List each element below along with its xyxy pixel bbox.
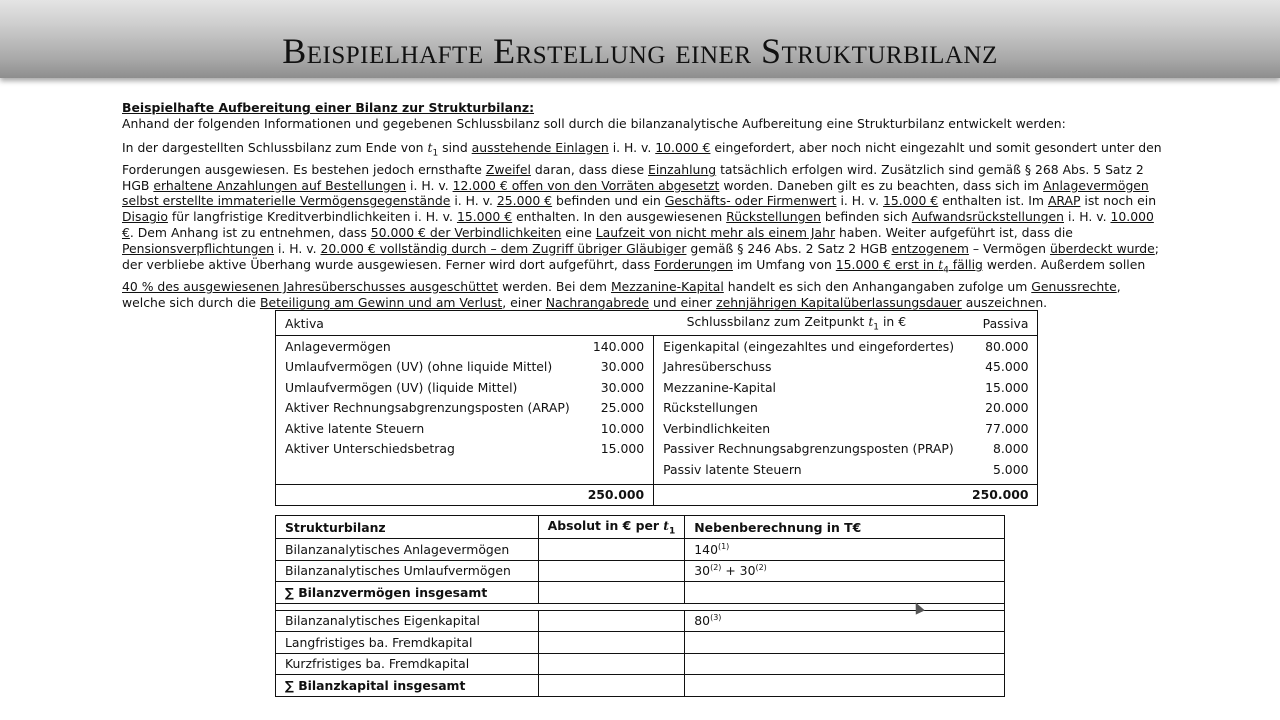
bilanz-total-row	[276, 484, 1038, 505]
aktiva-value: 10.000	[579, 418, 654, 439]
passiva-label: Jahresüberschuss	[663, 359, 772, 375]
struktur-row	[276, 560, 1005, 582]
text-segment: , einer	[502, 294, 546, 310]
aktiva-label: Aktive latente Steuern	[285, 420, 425, 436]
passiva-value: 8.000	[992, 441, 1029, 457]
footnote-ref: (1)	[717, 541, 730, 551]
text-segment: tatsächlich erfolgen wird. Zusätzlich sind gemäß § 268 Abs. 5 Satz 2 HGB	[122, 161, 1144, 193]
struktur-row	[276, 582, 1005, 604]
struktur-absolute-cell[interactable]	[538, 610, 685, 632]
aktiva-label: Umlaufvermögen (UV) (liquide Mittel)	[285, 379, 518, 395]
underlined-term: 15.000 €	[456, 209, 513, 225]
struktur-row	[276, 632, 1005, 654]
text-segment: und einer	[649, 294, 717, 310]
struktur-calc-cell[interactable]	[685, 560, 1005, 582]
struktur-row	[276, 610, 1005, 632]
text-segment: eine	[561, 225, 596, 241]
calc-value: 80	[694, 613, 711, 629]
underlined-term: entzogenem	[891, 240, 969, 256]
calc-value: 30	[694, 563, 711, 579]
text-segment: enthalten. In den ausgewiesenen	[512, 209, 727, 225]
underlined-term: 10.000 €	[122, 209, 1154, 241]
underlined-term: 20.000 € vollständig durch – dem Zugriff übriger Gläubiger	[320, 240, 687, 256]
title-banner	[0, 0, 1280, 78]
underlined-term: überdeckt wurde	[1049, 240, 1155, 256]
text-segment: für langfristige Kreditverbindlichkeiten i. H. v.	[167, 209, 457, 225]
struktur-row	[276, 653, 1005, 675]
struktur-col-absolute	[538, 516, 685, 539]
text-segment: . Dem Anhang ist zu entnehmen, dass	[129, 225, 371, 241]
underlined-term: Mezzanine-Kapital	[610, 278, 724, 294]
text-segment: handelt es sich den Anhangangaben zufolge um	[723, 278, 1032, 294]
struktur-absolute-cell[interactable]	[538, 632, 685, 654]
math-t: t	[938, 256, 944, 272]
underlined-term: erhaltene Anzahlungen auf Bestellungen	[153, 177, 407, 193]
underlined-term: Rückstellungen	[726, 209, 821, 225]
passiva-value: 5.000	[992, 461, 1029, 477]
text-segment: In der dargestellten Schlussbilanz zum Ende von	[122, 139, 428, 155]
aktiva-value: 30.000	[579, 357, 654, 378]
text-segment: werden. Außerdem sollen	[982, 256, 1146, 272]
struktur-col-label: Strukturbilanz	[276, 516, 539, 539]
struktur-row-label: ∑ Bilanzvermögen insgesamt	[276, 582, 539, 604]
aktiva-value: 30.000	[579, 377, 654, 398]
struktur-absolute-cell[interactable]	[538, 653, 685, 675]
passiva-value: 77.000	[985, 420, 1029, 436]
text-segment: ; der verbliebe aktive Überhang wurde ausgewiesen. Ferner wird dort aufgeführt, dass	[122, 240, 1159, 272]
passiva-header: Passiva	[963, 311, 1038, 336]
struktur-row-label: ∑ Bilanzkapital insgesamt	[276, 675, 539, 697]
slide-title: Beispielhafte Erstellung einer Strukturbilanz	[282, 31, 998, 71]
passiva-value: 80.000	[985, 338, 1029, 354]
bilanz-body	[276, 336, 1038, 480]
underlined-term: 15.000 €	[883, 193, 939, 209]
underlined-term: Pensionsverpflichtungen	[122, 240, 275, 256]
section-heading: Beispielhafte Aufbereitung einer Bilanz zur Strukturbilanz:	[122, 100, 535, 115]
bilanz-cell	[276, 484, 579, 505]
aktiva-value: 140.000	[579, 336, 654, 357]
underlined-term: Einzahlung	[648, 161, 717, 177]
aktiva-label: Umlaufvermögen (UV) (ohne liquide Mittel)	[285, 359, 553, 375]
underlined-term: ausstehende Einlagen	[471, 139, 609, 155]
math-subscript: 4	[943, 265, 949, 276]
underlined-term: Disagio	[122, 209, 168, 225]
text-segment: gemäß § 246 Abs. 2 Satz 2 HGB	[686, 240, 892, 256]
underlined-term: Geschäfts- oder Firmenwert	[664, 193, 837, 209]
underlined-term: Nachrangabrede	[545, 294, 650, 310]
underlined-term: ARAP	[1047, 193, 1081, 209]
underlined-term: Laufzeit von nicht mehr als einem Jahr	[595, 225, 836, 241]
schlussbilanz-table	[275, 310, 1038, 506]
struktur-absolute-cell[interactable]	[538, 582, 685, 604]
bilanz-row	[276, 357, 1038, 378]
text-segment: eingefordert, aber noch nicht eingezahlt und somit gesondert unter den Forderungen ausgewiesen. Es bestehen jedoch ernsthafte	[122, 139, 1162, 177]
total-passiva: 250.000	[963, 484, 1038, 505]
footnote-ref: (2)	[755, 563, 767, 573]
text-segment: auszeichnen.	[961, 294, 1048, 310]
aktiva-label: Anlagevermögen	[285, 338, 391, 354]
aktiva-header: Aktiva	[276, 311, 579, 336]
aktiva-value: 25.000	[579, 398, 654, 419]
text-segment: ist noch ein	[1080, 193, 1157, 209]
intro-paragraph: Anhand der folgenden Informationen und gegebenen Schlussbilanz soll durch die bilanzanalytische Aufbereitung eine Strukturbilanz entwickelt werden:	[122, 115, 1066, 131]
math-subscript: 1	[873, 322, 880, 333]
math-subscript: 1	[432, 148, 439, 159]
underlined-term: Zweifel	[485, 161, 531, 177]
text-segment: i. H. v.	[836, 193, 884, 209]
struktur-absolute-cell[interactable]	[538, 675, 685, 697]
bilanz-title-text: Schlussbilanz zum Zeitpunkt	[686, 313, 869, 329]
struktur-row	[276, 675, 1005, 697]
struktur-separator-row	[276, 603, 1005, 610]
text-segment: i. H. v.	[608, 139, 656, 155]
text-segment: – Vermögen	[968, 240, 1050, 256]
struktur-row-label: Langfristiges ba. Fremdkapital	[276, 632, 539, 654]
underlined-term	[835, 256, 983, 276]
footnote-ref: (3)	[710, 613, 722, 623]
struktur-col-absolute-text: Absolut in € per	[547, 517, 664, 533]
underlined-term: zehnjährigen Kapitalüberlassungsdauer	[716, 294, 962, 310]
aktiva-label: Aktiver Unterschiedsbetrag	[285, 441, 455, 457]
bilanz-row	[276, 418, 1038, 439]
struktur-calc-cell[interactable]	[685, 632, 1005, 654]
bilanz-row	[276, 459, 1038, 480]
struktur-row-label: Bilanzanalytisches Umlaufvermögen	[276, 560, 539, 582]
text-segment: i. H. v.	[1064, 209, 1111, 225]
bilanz-row	[276, 439, 1038, 460]
underlined-term: 25.000 €	[496, 193, 553, 209]
underlined-term: Anlagevermögen	[1043, 177, 1149, 193]
text-segment: daran, dass diese	[530, 161, 649, 177]
passiva-value: 15.000	[985, 379, 1029, 395]
aktiva-label: Aktiver Rechnungsabgrenzungsposten (ARAP)	[285, 400, 570, 416]
calc-value: + 30	[721, 563, 756, 579]
passiva-label: Passiver Rechnungsabgrenzungsposten (PRAP)	[663, 441, 954, 457]
underlined-term: 12.000 € offen von den Vorräten abgesetzt	[452, 177, 720, 193]
bilanz-header-row	[276, 311, 1038, 336]
strukturbilanz-table	[275, 515, 1005, 697]
text-segment: befinden und ein	[552, 193, 665, 209]
math-t: t	[663, 517, 670, 533]
passiva-label: Mezzanine-Kapital	[663, 379, 776, 395]
underlined-term: Genussrechte	[1031, 278, 1117, 294]
underlined-term: Aufwandsrückstellungen	[911, 209, 1064, 225]
struktur-row-label: Kurzfristiges ba. Fremdkapital	[276, 653, 539, 675]
math-subscript: 1	[669, 526, 676, 537]
struktur-header-row	[276, 516, 1005, 539]
text-segment: i. H. v.	[406, 177, 453, 193]
underlined-term: Forderungen	[654, 256, 733, 272]
info-paragraph	[122, 140, 1162, 311]
math-t: t	[868, 313, 874, 329]
passiva-value: 20.000	[985, 400, 1029, 416]
aktiva-label	[276, 459, 579, 480]
text-segment: worden. Daneben gilt es zu beachten, dass sich im	[719, 177, 1044, 193]
text-segment: werden. Bei dem	[498, 278, 611, 294]
underlined-term: Beteiligung am Gewinn und am Verlust	[259, 294, 503, 310]
text-segment: i. H. v.	[450, 193, 497, 209]
struktur-absolute-cell[interactable]	[538, 539, 685, 561]
text-segment: befinden sich	[820, 209, 912, 225]
struktur-absolute-cell[interactable]	[538, 560, 685, 582]
passiva-label: Passiv latente Steuern	[663, 461, 802, 477]
underlined-term: 40 % des ausgewiesenen Jahresüberschusses ausgeschüttet	[122, 278, 499, 294]
struktur-separator	[276, 603, 1005, 610]
text-segment: , welche sich durch die	[122, 278, 1121, 310]
struktur-calc-cell[interactable]	[685, 653, 1005, 675]
bilanz-row	[276, 336, 1038, 357]
struktur-row-label: Bilanzanalytisches Eigenkapital	[276, 610, 539, 632]
struktur-calc-cell[interactable]	[685, 539, 1005, 561]
text-segment: sind	[438, 139, 472, 155]
text-segment: haben. Weiter aufgeführt ist, dass die	[835, 225, 1073, 241]
aktiva-value	[579, 459, 654, 480]
total-aktiva: 250.000	[579, 484, 654, 505]
passiva-label: Eigenkapital (eingezahltes und eingefordertes)	[663, 338, 955, 354]
underlined-term: 10.000 €	[655, 139, 711, 155]
struktur-col-calc: Nebenberechnung in T€	[685, 516, 1005, 539]
struktur-calc-cell[interactable]	[685, 675, 1005, 697]
footnote-ref: (2)	[710, 563, 722, 573]
aktiva-value: 15.000	[579, 439, 654, 460]
struktur-body	[276, 539, 1005, 697]
bilanz-cell	[654, 484, 963, 505]
struktur-row	[276, 539, 1005, 561]
bilanz-title	[579, 311, 963, 336]
text-segment: fällig	[948, 256, 983, 272]
struktur-calc-cell[interactable]	[685, 610, 1005, 632]
passiva-value: 45.000	[985, 359, 1029, 375]
struktur-calc-cell[interactable]	[685, 582, 1005, 604]
task-text	[122, 100, 1162, 311]
struktur-row-label: Bilanzanalytisches Anlagevermögen	[276, 539, 539, 561]
bilanz-title-unit: in €	[879, 313, 907, 329]
bilanz-row	[276, 398, 1038, 419]
calc-value: 140	[694, 541, 718, 557]
text-segment: im Umfang von	[732, 256, 836, 272]
text-segment: i. H. v.	[274, 240, 321, 256]
passiva-label: Rückstellungen	[663, 400, 758, 416]
bilanz-row	[276, 377, 1038, 398]
passiva-label: Verbindlichkeiten	[663, 420, 771, 436]
underlined-term: selbst erstellte immaterielle Vermögensgegenstände	[122, 193, 451, 209]
text-segment: 15.000 € erst in	[835, 256, 939, 272]
underlined-term: 50.000 € der Verbindlichkeiten	[370, 225, 562, 241]
text-segment: enthalten ist. Im	[938, 193, 1048, 209]
math-t: t	[427, 139, 433, 155]
